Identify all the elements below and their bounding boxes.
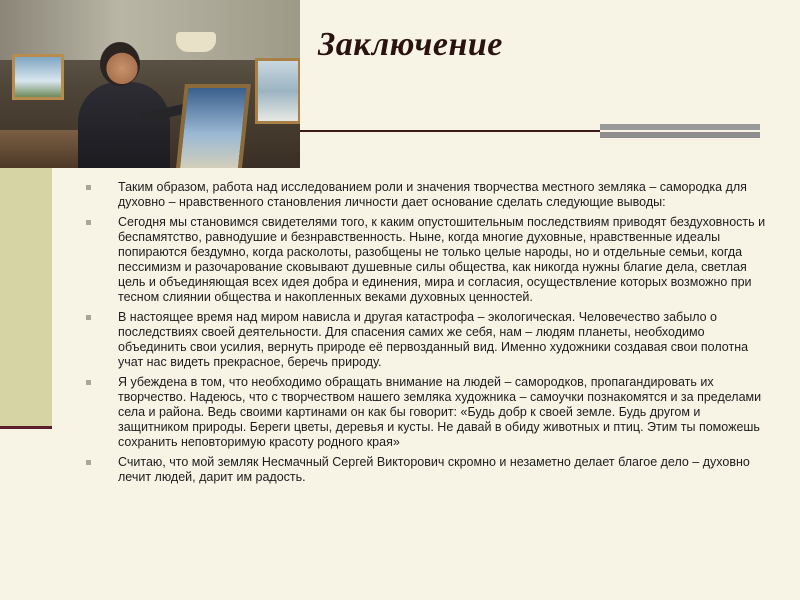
- bullet-marker-icon: [86, 380, 91, 385]
- photo-lamp: [176, 32, 216, 52]
- bullet-marker-icon: [86, 315, 91, 320]
- photo-easel-canvas: [175, 84, 251, 168]
- bullet-item: [86, 455, 766, 485]
- bullet-item: [86, 375, 766, 450]
- photo-painting-right: [255, 58, 300, 124]
- bullet-marker-icon: [86, 185, 91, 190]
- slide-title: Заключение: [318, 26, 503, 63]
- bullet-text: Я убеждена в том, что необходимо обращать внимание на людей – самородков, пропагандировать их творчество. Надеюсь, что с творчеством нашего земляка художника – самоучки познакомятся и за пределами села и района. Ведь своими картинами он как бы говорит: «Будь добр к своей земле. Будь другом и защитником природы. Береги цветы, деревья и кусты. Не давай в обиду животных и птиц. Этим ты поможешь сохранить неповторимую красоту родного края»: [118, 375, 762, 449]
- painter-photo: [0, 0, 300, 168]
- photo-wall: [0, 0, 300, 60]
- photo-painter-head: [100, 42, 140, 86]
- bullet-list: [86, 180, 766, 490]
- side-accent-line: [0, 426, 52, 429]
- photo-table: [0, 130, 90, 168]
- title-divider: [300, 130, 600, 132]
- bullet-text: Таким образом, работа над исследованием роли и значения творчества местного земляка – самородка для духовно – нравственного становления личности дает основание сделать следующие выводы:: [118, 180, 747, 209]
- bullet-text: В настоящее время над миром нависла и другая катастрофа – экологическая. Человечество забыло о последствиях своей деятельности. Для спасения самих же себя, нам – людям планеты, необходимо объединить свои усилия, вернуть природе её первозданный вид. Именно художники создавая свои полотна учат нас видеть прекрасное, беречь природу.: [118, 310, 749, 369]
- bullet-text: Сегодня мы становимся свидетелями того, к каким опустошительным последствиям приводят бездуховность и беспамятство, равнодушие и безнравственность. Ныне, когда многие духовные, нравственные идеалы попираются бездумно, когда расколоты, разобщены не только целые народы, но и отдельные семьи, когда пессимизм и разочарование сковывают душевные силы общества, как никогда нужны благие дела, светлая цель и объединяющая всех идея добра и единения, мира и согласия, осуществление которых возможно при тесном слиянии общества и накопленных веками духовных ценностей.: [118, 215, 766, 304]
- photo-painter-body: [78, 82, 170, 168]
- bullet-marker-icon: [86, 460, 91, 465]
- bullet-item: [86, 180, 766, 210]
- bullet-text: Считаю, что мой земляк Несмачный Сергей Викторович скромно и незаметно делает благое дело – духовно лечит людей, дарит им радость.: [118, 455, 750, 484]
- bullet-item: [86, 215, 766, 305]
- bullet-item: [86, 310, 766, 370]
- photo-painting-left: [12, 54, 64, 100]
- divider-accent-bar: [600, 124, 760, 138]
- bullet-marker-icon: [86, 220, 91, 225]
- side-panel: [0, 168, 52, 426]
